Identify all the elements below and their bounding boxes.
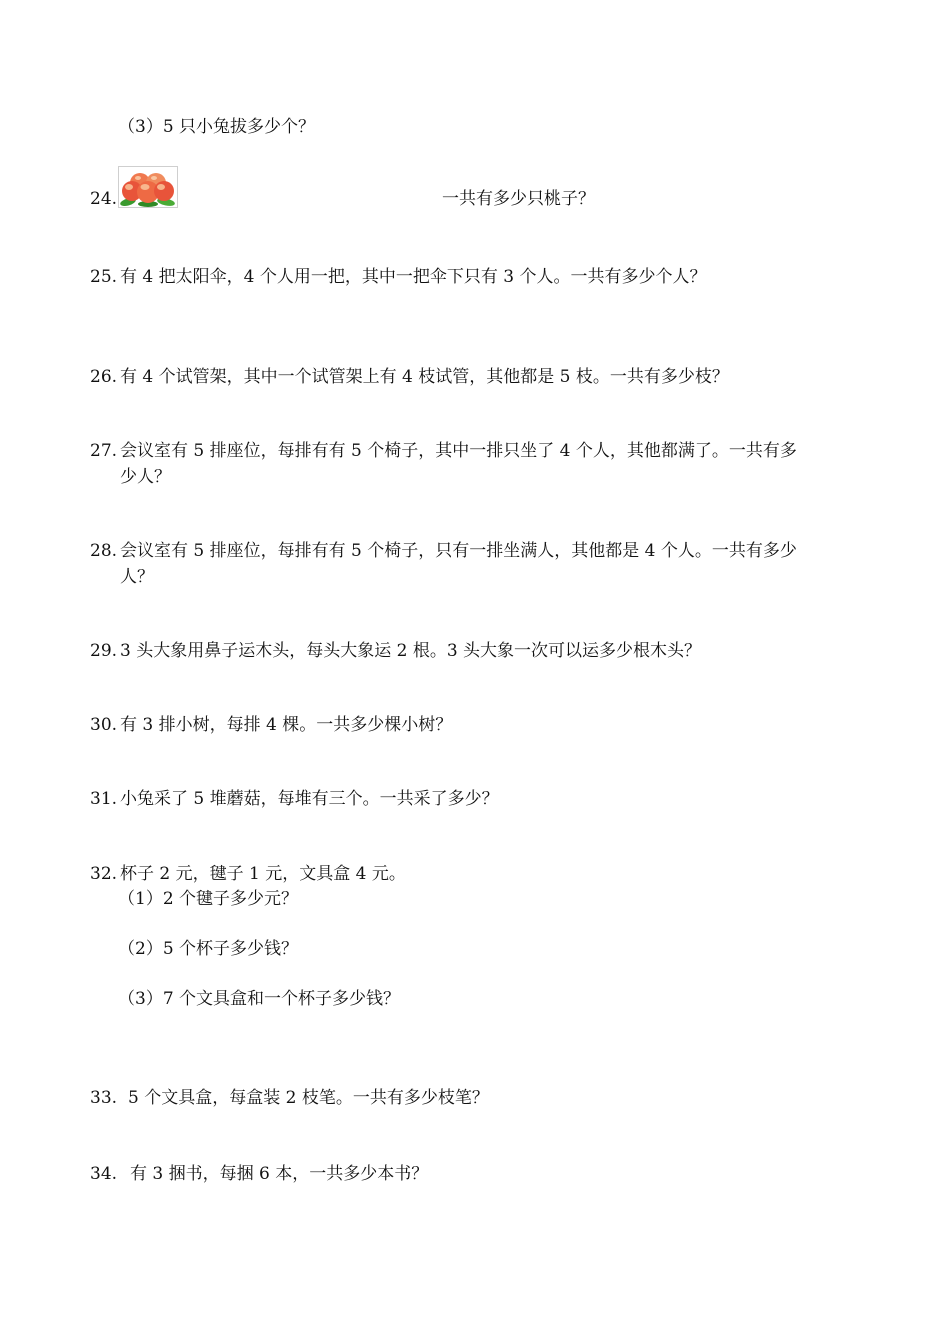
question-number: 33.	[90, 1088, 118, 1108]
question-number: 30.	[90, 715, 118, 735]
question-32-sub-1: （1）2 个毽子多少元？	[118, 889, 299, 909]
question-28-text-line2: 人？	[120, 567, 154, 587]
question-24-text: 一共有多少只桃子？	[442, 189, 595, 209]
question-text: 小兔采了 5 堆蘑菇，每堆有三个。一共采了多少？	[120, 789, 499, 809]
question-number: 27.	[90, 441, 118, 461]
question-32-sub-3: （3）7 个文具盒和一个杯子多少钱？	[118, 989, 401, 1009]
question-number: 34.	[90, 1164, 118, 1184]
question-30	[90, 714, 452, 736]
question-text: 有 4 把太阳伞，4 个人用一把，其中一把伞下只有 3 个人。一共有多少个人？	[120, 267, 707, 287]
question-25	[90, 266, 706, 288]
question-text-line1: 会议室有 5 排座位，每排有有 5 个椅子，其中一排只坐了 4 个人，其他都满了。一共有多	[120, 441, 797, 461]
question-24-number: 24.	[90, 189, 118, 209]
question-number: 31.	[90, 789, 118, 809]
question-27	[90, 440, 797, 462]
question-text: 5 个文具盒，每盒装 2 枝笔。一共有多少枝笔？	[128, 1088, 489, 1108]
question-32	[90, 863, 406, 885]
question-33	[90, 1087, 489, 1109]
question-27-text-line2: 少人？	[120, 467, 171, 487]
peach-picture	[118, 166, 178, 208]
question-number: 28.	[90, 541, 118, 561]
question-number: 25.	[90, 267, 118, 287]
question-text: 有 4 个试管架，其中一个试管架上有 4 枝试管，其他都是 5 枝。一共有多少枝？	[120, 367, 729, 387]
question-text: 杯子 2 元，毽子 1 元，文具盒 4 元。	[120, 864, 406, 884]
question-text-line1: 会议室有 5 排座位，每排有有 5 个椅子，只有一排坐满人，其他都是 4 个人。一共有多少	[120, 541, 797, 561]
question-23-sub-3: （3）5 只小兔拔多少个？	[118, 117, 316, 137]
question-29	[90, 640, 701, 662]
question-number: 26.	[90, 367, 118, 387]
question-number: 29.	[90, 641, 118, 661]
question-26	[90, 366, 729, 388]
question-28	[90, 540, 797, 562]
question-number: 32.	[90, 864, 118, 884]
question-31	[90, 788, 499, 810]
question-text: 有 3 捆书，每捆 6 本，一共多少本书？	[130, 1164, 429, 1184]
question-32-sub-2: （2）5 个杯子多少钱？	[118, 939, 299, 959]
question-text: 有 3 排小树，每排 4 棵。一共多少棵小树？	[120, 715, 453, 735]
question-34	[90, 1163, 428, 1185]
question-text: 3 头大象用鼻子运木头，每头大象运 2 根。3 头大象一次可以运多少根木头？	[120, 641, 702, 661]
